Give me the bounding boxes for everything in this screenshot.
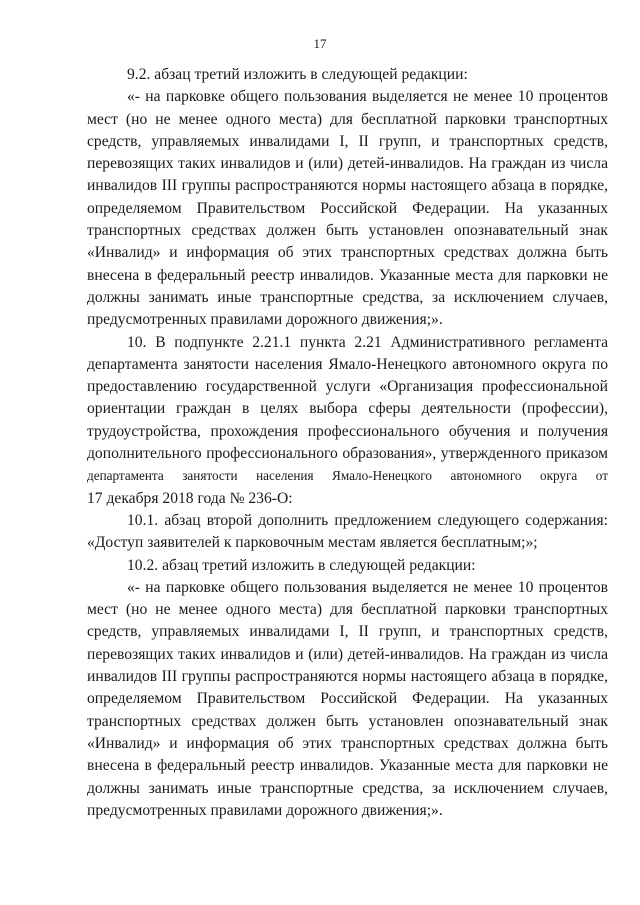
page-number: 17: [313, 36, 327, 51]
paragraph-9-2-quote: «- на парковке общего пользования выделяется не менее 10 процентов мест (но не менее одного места) для бесплатной парковки транспортных средств, управляемых инвалидами I, II групп, и транспортных средств, перевозящих таких инвалидов и (или) детей-инвалидов. На граждан из числа инвалидов III группы распространяются нормы настоящего абзаца в порядке, определяемом Правительством Российской Федерации. На указанных транспортных средствах должен быть установлен опознавательный знак «Инвалид» и информация об этих транспортных средствах должна быть внесена в федеральный реестр инвалидов. Указанные места для парковки не должны занимать иные транспортные средства, за исключением случаев, предусмотренных правилами дорожного движения;».: [87, 88, 608, 329]
paragraph-10-2: 10.2. абзац третий изложить в следующей редакции:: [127, 556, 476, 574]
paragraph-10-department-line: департамента занятости населения Ямало-Ненецкого автономного округа от: [87, 468, 608, 484]
paragraph-10-2-quote: «- на парковке общего пользования выделяется не менее 10 процентов мест (но не менее одного места) для бесплатной парковки транспортных средств, управляемых инвалидами I, II групп, и транспортных средств, перевозящих таких инвалидов и (или) детей-инвалидов. На граждан из числа инвалидов III группы распространяются нормы настоящего абзаца в порядке, определяемом Правительством Российской Федерации. На указанных транспортных средствах должен быть установлен опознавательный знак «Инвалид» и информация об этих транспортных средствах должна быть внесена в федеральный реестр инвалидов. Указанные места для парковки не должны занимать иные транспортные средства, за исключением случаев, предусмотренных правилами дорожного движения;».: [87, 578, 608, 819]
paragraph-10-date-line: 17 декабря 2018 года № 236-О:: [87, 489, 293, 507]
document-body: [87, 64, 608, 822]
paragraph-10-1: 10.1. абзац второй дополнить предложением следующего содержания: «Доступ заявителей к парковочным местам является бесплатным;»;: [87, 511, 608, 552]
paragraph-9-2: 9.2. абзац третий изложить в следующей редакции:: [127, 66, 468, 83]
paragraph-10: 10. В подпункте 2.21.1 пункта 2.21 Административного регламента департамента занятости населения Ямало-Ненецкого автономного округа по предоставлению государственной услуги «Организация профессиональной ориентации граждан в целях выбора сферы деятельности (профессии), трудоустройства, прохождения профессионального обучения и получения дополнительного профессионального образования», утвержденного приказом: [87, 333, 608, 463]
